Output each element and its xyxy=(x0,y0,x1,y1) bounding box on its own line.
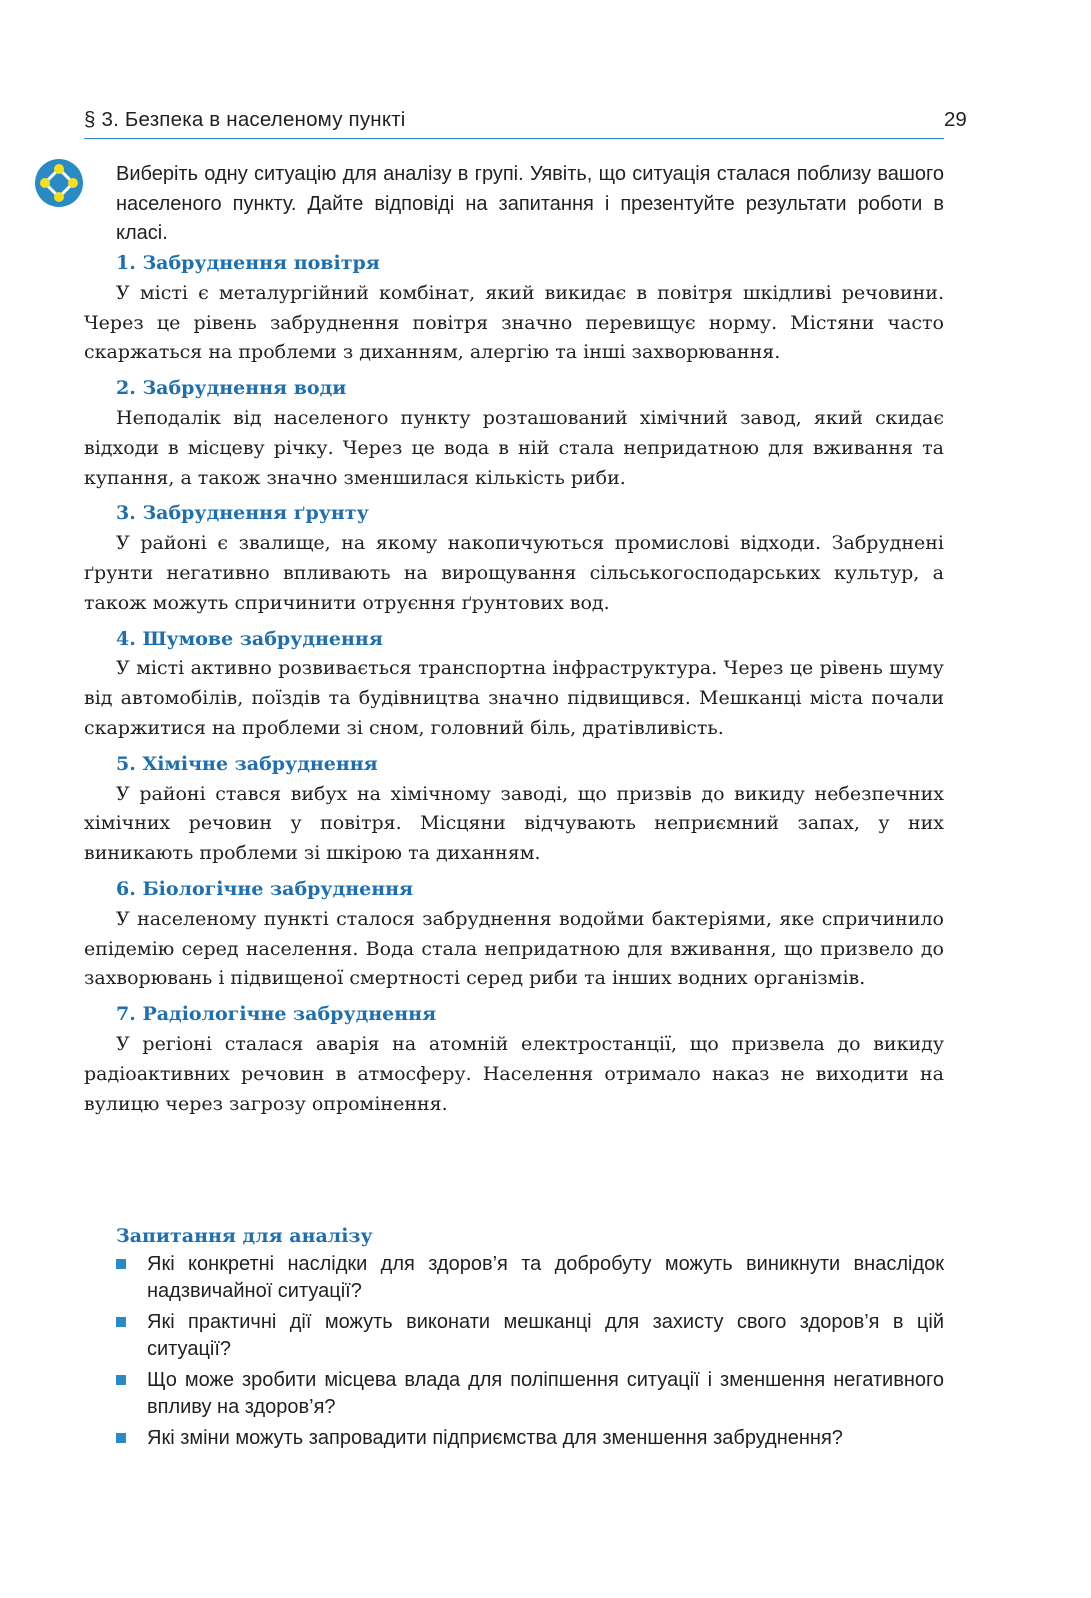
list-item xyxy=(116,1425,944,1452)
section xyxy=(84,875,944,994)
section-title: 1. Забруднення повітря xyxy=(116,252,380,274)
square-bullet-icon xyxy=(116,1375,126,1385)
sections xyxy=(84,249,944,1125)
section-title: 7. Радіологічне забруднення xyxy=(116,1003,437,1026)
question-text: Що може зробити місцева влада для поліпшення ситуації і зменшення негативного впливу на здоров’я? xyxy=(147,1369,944,1418)
question-text: Які практичні дії можуть виконати мешканці для захисту свого здоров’я в цій ситуації? xyxy=(147,1311,944,1360)
section xyxy=(84,249,944,368)
section-text: У місті активно розвивається транспортна інфраструктура. Через це рівень шуму від автомобілів, поїздів та будівництва значно підвищився. Мешканці міста почали скаржитися на проблеми зі сном, головний біль, дратівливість. xyxy=(84,657,944,739)
section xyxy=(84,750,944,869)
question-text: Які конкретні наслідки для здоров’я та добробуту можуть виникнути внаслідок надзвичайної ситуації? xyxy=(147,1253,944,1302)
square-bullet-icon xyxy=(116,1433,126,1443)
section-text: У регіоні сталася аварія на атомній електростанції, що призвела до викиду радіоактивних речовин в атмосферу. Населення отримало наказ не виходити на вулицю через загрозу опромінення. xyxy=(84,1032,944,1115)
square-bullet-icon xyxy=(116,1259,126,1269)
question-text: Які зміни можуть запровадити підприємства для зменшення забруднення? xyxy=(147,1427,843,1449)
page-header xyxy=(84,108,944,139)
group-work-icon xyxy=(34,158,84,208)
section-title: 2. Забруднення води xyxy=(116,377,347,400)
section-title: 5. Хімічне забруднення xyxy=(116,752,378,775)
section-text: Неподалік від населеного пункту розташований хімічний завод, який скидає відходи в місцеву річку. Через це вода в ній стала непридатною для вживання та купання, а також значно зменшилася кількість риби. xyxy=(84,406,944,489)
section-title: 4. Шумове забруднення xyxy=(116,627,383,650)
section-title: 3. Забруднення ґрунту xyxy=(116,502,369,525)
section-text: У населеному пункті сталося забруднення водойми бактеріями, яке спричинило епідемію серед населення. Вода стала непридатною для вживання, що призвело до захворювань і підвищеної смертності серед риби та інших водних організмів. xyxy=(84,907,944,990)
list-item xyxy=(116,1367,944,1421)
intro-text: Виберіть одну ситуацію для аналізу в групі. Уявіть, що ситуація сталася поблизу вашого населеного пункту. Дайте відповіді на запитання і презентуйте результати роботи в класі. xyxy=(116,163,944,244)
section xyxy=(84,1000,944,1119)
section xyxy=(84,499,944,618)
list-item xyxy=(116,1251,944,1305)
list-item xyxy=(116,1309,944,1363)
page-number: 29 xyxy=(944,108,967,131)
section-title: 6. Біологічне забруднення xyxy=(116,877,414,900)
square-bullet-icon xyxy=(116,1317,126,1327)
section-text: У місті є металургійний комбінат, який викидає в повітря шкідливі речовини. Через це рівень забруднення повітря значно перевищує норму. Містяни часто скаржаться на проблеми з диханням, алергію та інші захворювання. xyxy=(84,281,944,364)
questions-title: Запитання для аналізу xyxy=(116,1225,373,1247)
section-text: У районі є звалище, на якому накопичуються промислові відходи. Забруднені ґрунти негативно впливають на вирощування сільськогосподарських культур, а також можуть спричинити отруєння ґрунтових вод. xyxy=(84,532,944,614)
analysis-questions xyxy=(116,1221,944,1456)
section-text: У районі стався вибух на хімічному заводі, що призвів до викиду небезпечних хімічних речовин у повітря. Місцяни відчувають неприємний запах, у них виникають проблеми зі шкірою та диханням. xyxy=(84,782,944,865)
section xyxy=(84,374,944,493)
chapter-title: § 3. Безпека в населеному пункті xyxy=(84,108,406,131)
section xyxy=(84,625,944,744)
questions-list xyxy=(116,1251,944,1452)
